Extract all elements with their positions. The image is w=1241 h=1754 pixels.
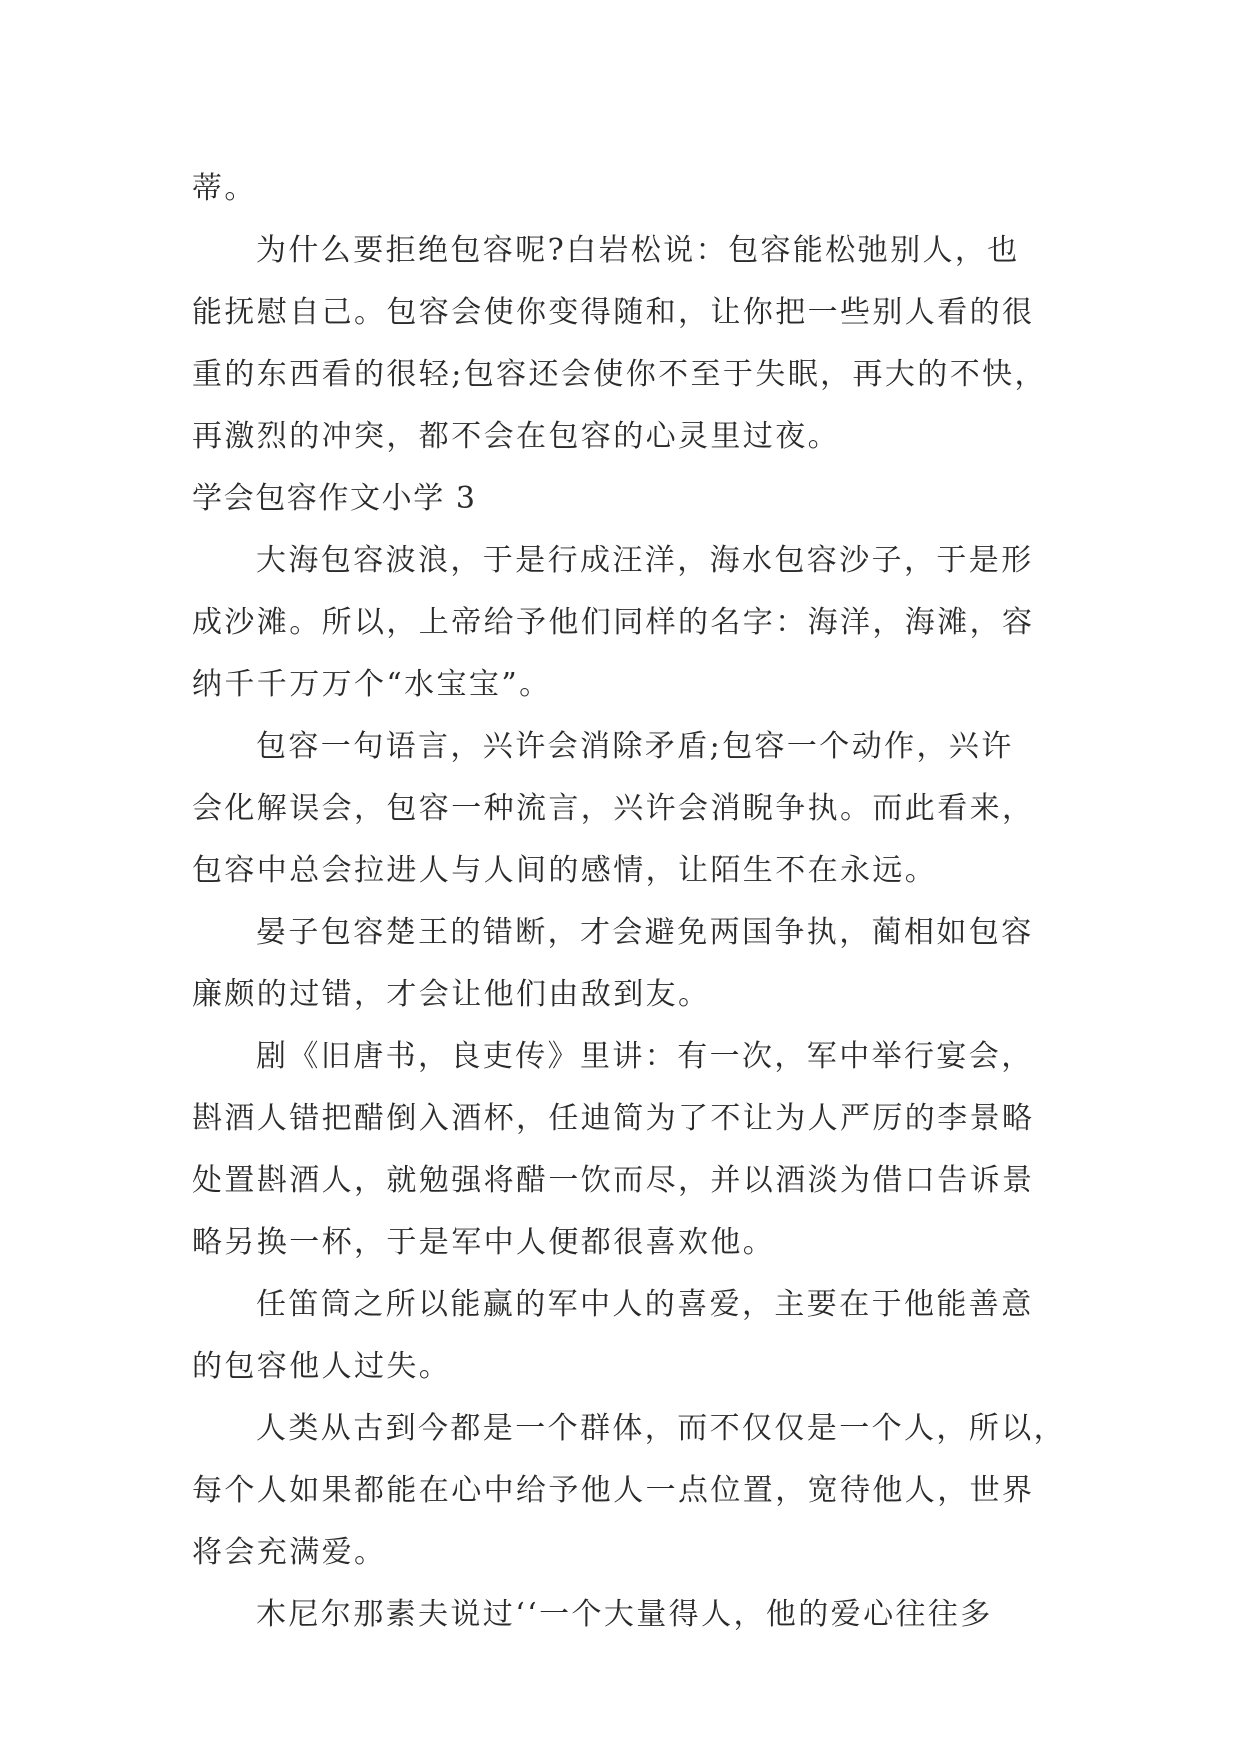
text-line: 包容一句语言，兴许会消除矛盾;包容一个动作，兴许 [256,729,1014,764]
section-heading: 学会包容作文小学 3 [192,481,477,516]
text-line: 成沙滩。所以，上帝给予他们同样的名字：海洋，海滩，容 [192,605,1035,640]
text-line: 蒂。 [192,171,257,206]
text-line: 能抚慰自己。包容会使你变得随和，让你把一些别人看的很 [192,295,1035,330]
text-line: 斟酒人错把醋倒入酒杯，任迪简为了不让为人严厉的李景略 [192,1101,1035,1136]
text-line: 纳千千万万个“水宝宝”。 [192,667,552,702]
document-body [192,158,1066,1646]
text-line: 廉颇的过错，才会让他们由敌到友。 [192,977,711,1012]
text-line: 略另换一杯，于是军中人便都很喜欢他。 [192,1225,776,1260]
text-line: 会化解误会，包容一种流言，兴许会消睨争执。而此看来， [192,791,1035,826]
text-line: 木尼尔那素夫说过‘‘一个大量得人，他的爱心往往多 [256,1597,993,1632]
text-line: 人类从古到今都是一个群体，而不仅仅是一个人，所以， [256,1411,1066,1446]
text-line: 剧《旧唐书，良吏传》里讲：有一次，军中举行宴会， [256,1039,1034,1074]
text-line: 晏子包容楚王的错断，才会避免两国争执，蔺相如包容 [256,915,1034,950]
text-line: 处置斟酒人，就勉强将醋一饮而尽，并以酒淡为借口告诉景 [192,1163,1035,1198]
text-line: 每个人如果都能在心中给予他人一点位置，宽待他人，世界 [192,1473,1035,1508]
text-line: 包容中总会拉进人与人间的感情，让陌生不在永远。 [192,853,938,888]
text-line: 任笛筒之所以能赢的军中人的喜爱，主要在于他能善意 [256,1287,1034,1322]
text-line: 再激烈的冲突，都不会在包容的心灵里过夜。 [192,419,840,454]
text-line: 重的东西看的很轻;包容还会使你不至于失眠，再大的不快， [192,357,1047,392]
text-line: 大海包容波浪，于是行成汪洋，海水包容沙子，于是形 [256,543,1034,578]
text-line: 为什么要拒绝包容呢?白岩松说：包容能松弛别人，也 [256,233,1020,268]
text-line: 的包容他人过失。 [192,1349,452,1384]
text-line: 将会充满爱。 [192,1535,387,1570]
